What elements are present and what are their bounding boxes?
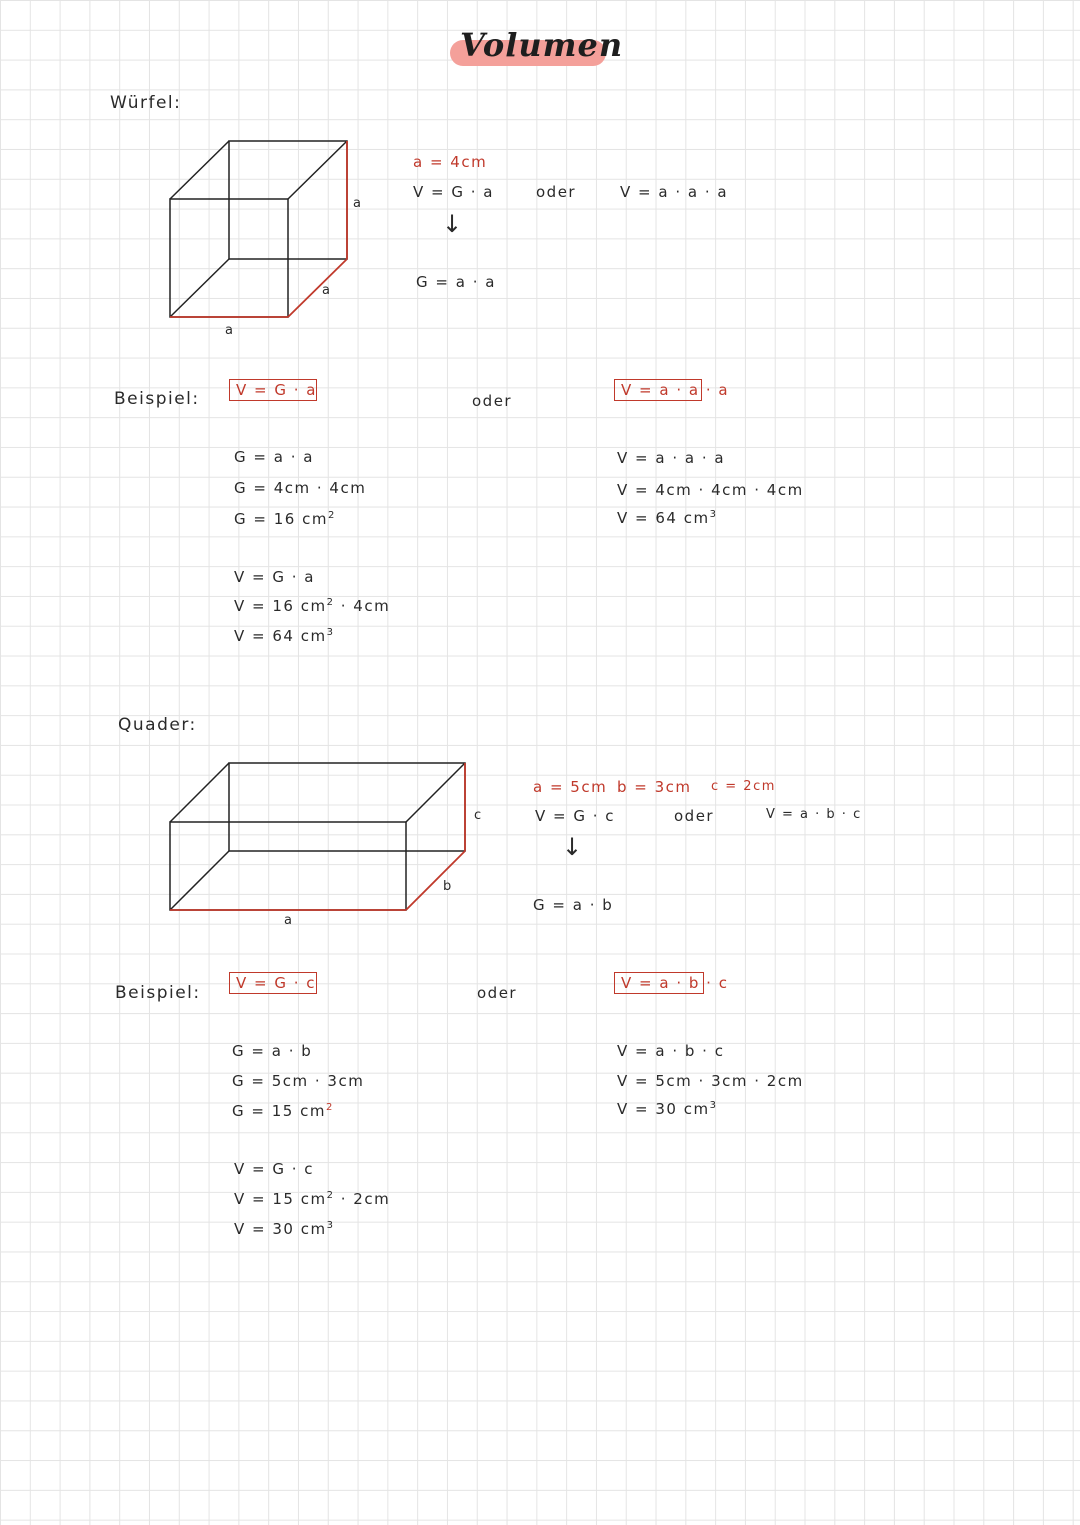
cube-step-g3-text: G = 16 cm (234, 510, 328, 528)
cube-formula: V = G · a (413, 183, 494, 201)
cube-alt-step3-exp: 3 (709, 509, 718, 520)
cube-step-g1: G = a · a (234, 448, 314, 466)
cuboid-base: G = a · b (533, 896, 614, 914)
cuboid-step-v2-exp: 2 (326, 1190, 335, 1201)
cuboid-alt-step2: V = 5cm · 3cm · 2cm (617, 1072, 804, 1090)
cube-example-heading: Beispiel: (114, 389, 200, 409)
cuboid-step-g1: G = a · b (232, 1042, 313, 1060)
cube-or: oder (536, 183, 577, 201)
cuboid-or: oder (674, 807, 715, 825)
cuboid-step-v2 (234, 1190, 390, 1208)
cube-alt-step2: V = 4cm · 4cm · 4cm (617, 481, 804, 499)
cube-example-box-alt: V = a · a · a (614, 379, 702, 401)
cuboid-alt-step3 (617, 1100, 717, 1118)
cube-label-bottom: a (225, 323, 235, 338)
cuboid-alt-step1: V = a · b · c (617, 1042, 725, 1060)
cuboid-given-c: c = 2cm (711, 779, 776, 794)
cuboid-alt-step3-exp: 3 (709, 1100, 718, 1111)
cuboid-example-or: oder (477, 984, 518, 1002)
cube-example-box: V = G · a (229, 379, 317, 401)
cube-arrow: ↓ (442, 210, 463, 238)
cuboid-example-box: V = G · c (229, 972, 317, 994)
cuboid-step-g3-exp: 2 (325, 1102, 334, 1113)
cuboid-given-b: b = 3cm (617, 778, 692, 796)
cuboid-step-g3-text: G = 15 cm (232, 1102, 326, 1120)
cuboid-step-v2-text: V = 15 cm (234, 1190, 327, 1208)
cuboid-label-b: b (443, 879, 453, 894)
cube-step-v1: V = G · a (234, 568, 315, 586)
cuboid-edge-b (406, 851, 465, 910)
cube-formula-alt: V = a · a · a (620, 183, 729, 201)
cuboid-heading: Quader: (118, 715, 197, 735)
cuboid-step-v2-suffix: · 2cm (334, 1190, 391, 1208)
cube-label-depth: a (322, 283, 332, 298)
cube-alt-step3-text: V = 64 cm (617, 509, 710, 527)
cuboid-label-c: c (474, 808, 483, 823)
cuboid-back-face (229, 763, 465, 851)
cube-given: a = 4cm (413, 153, 488, 171)
cube-step-v2-suffix: · 4cm (334, 597, 391, 615)
cube-step-v2-exp: 2 (326, 597, 335, 608)
cube-edge (288, 141, 347, 199)
cuboid-step-v1: V = G · c (234, 1160, 315, 1178)
cuboid-formula: V = G · c (535, 807, 616, 825)
cube-heading: Würfel: (110, 93, 182, 113)
cube-base: G = a · a (416, 273, 496, 291)
cuboid-given-a: a = 5cm (533, 778, 608, 796)
cube-step-v3-exp: 3 (326, 627, 335, 638)
cuboid-example-box-alt: V = a · b · c (614, 972, 704, 994)
cuboid-formula-alt: V = a · b · c (766, 807, 862, 822)
cube-step-g3-exp: 2 (327, 510, 336, 521)
cube-step-v3 (234, 627, 334, 645)
cube-alt-step1: V = a · a · a (617, 449, 726, 467)
cuboid-front-face (170, 822, 406, 910)
cuboid-edge (406, 763, 465, 822)
title-text: Volumen (460, 26, 624, 64)
cuboid-step-v3 (234, 1220, 334, 1238)
cuboid-example-heading: Beispiel: (115, 983, 201, 1003)
cube-label-height: a (353, 196, 363, 211)
cube-alt-step3 (617, 509, 717, 527)
cuboid-step-g2: G = 5cm · 3cm (232, 1072, 365, 1090)
cube-example-or: oder (472, 392, 513, 410)
cuboid-alt-step3-text: V = 30 cm (617, 1100, 710, 1118)
cuboid-edge (170, 851, 229, 910)
cuboid-edge (170, 763, 229, 822)
cuboid-label-a: a (284, 913, 294, 928)
cube-edge (170, 141, 229, 199)
cube-step-g3 (234, 510, 336, 528)
cuboid-step-g3 (232, 1102, 334, 1120)
cuboid-step-v3-text: V = 30 cm (234, 1220, 327, 1238)
cube-step-v3-text: V = 64 cm (234, 627, 327, 645)
cuboid-arrow: ↓ (562, 833, 583, 861)
cube-edge-a-depth (288, 259, 347, 317)
cube-step-v2-text: V = 16 cm (234, 597, 327, 615)
cube-edge (170, 259, 229, 317)
cuboid-step-v3-exp: 3 (326, 1220, 335, 1231)
cube-step-v2 (234, 597, 390, 615)
cube-step-g2: G = 4cm · 4cm (234, 479, 367, 497)
